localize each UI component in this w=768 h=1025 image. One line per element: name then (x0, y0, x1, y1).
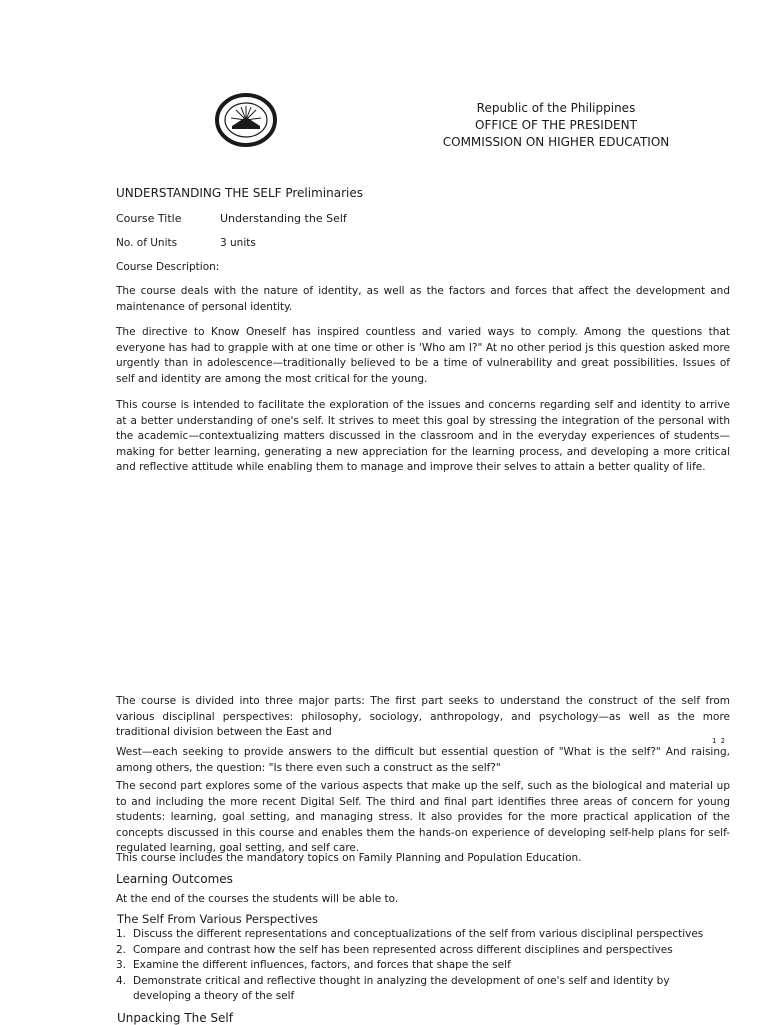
list-item (116, 974, 730, 1005)
description-paragraph-3: This course is intended to facilitate the exploration of the issues and concerns regarding self and identity to arrive at a better understanding of one's self. It strives to meet this goal by stressing the integration of the personal with the academic—contextualizing matters discussed in the classroom and in the everyday experiences of students—making for better learning, generating a new appreciation for the learning process, and developing a more critical and reflective attitude while enabling them to manage and improve their selves to attain a better quality of life. (116, 399, 730, 474)
list-item-number: 2. (116, 943, 127, 956)
list-item-number: 3. (116, 959, 127, 972)
page-number: 1 2 (712, 737, 727, 745)
section-unpacking-title: Unpacking The Self (117, 1011, 233, 1025)
course-title-label: Course Title (116, 212, 182, 225)
course-description-label: Course Description: (116, 261, 220, 273)
description-paragraph-2: The directive to Know Oneself has inspired countless and varied ways to comply. Among the questions that everyone has had to grapple with at one time or other is 'Who am I?" At no other period js this question asked more urgently than in adolescence—traditionally believed to be a time of vulnerability and great possibilities. Issues of self and identity are among the most critical for the young. (116, 326, 730, 385)
course-title-value: Understanding the Self (220, 212, 347, 225)
description-paragraph-7: This course includes the mandatory topics on Family Planning and Population Education. (116, 852, 582, 864)
units-row (116, 237, 730, 253)
header-office: OFFICE OF THE PRESIDENT (475, 118, 637, 132)
course-title-row (116, 212, 730, 228)
list-item-number: 1. (116, 928, 127, 940)
units-label: No. of Units (116, 237, 178, 249)
list-item-text: Demonstrate critical and reflective thought in analyzing the development of one's self and identity by developing a theory of the self (133, 974, 670, 1003)
description-paragraph-5: West—each seeking to provide answers to the difficult but essential question of "What is the self?" And raising, among others, the question: "Is there even such a construct as the self?" (116, 746, 730, 774)
list-item-number: 4. (116, 974, 127, 987)
list-item-text: Compare and contrast how the self has been represented across different disciplines and perspectives (133, 943, 673, 956)
list-item-text: Discuss the different representations and conceptualizations of the self from various disciplinal perspectives (133, 928, 704, 940)
list-item (116, 927, 730, 943)
document-title: UNDERSTANDING THE SELF Preliminaries (116, 186, 363, 200)
header-commission: COMMISSION ON HIGHER EDUCATION (442, 135, 670, 149)
list-item-text: Examine the different influences, factors, and forces that shape the self (133, 959, 511, 972)
learning-outcomes-heading: Learning Outcomes (116, 872, 233, 886)
ched-seal-icon (214, 93, 278, 147)
list-item (116, 958, 730, 974)
description-paragraph-4: The course is divided into three major parts: The first part seeks to understand the construct of the self from various disciplinal perspectives: philosophy, sociology, anthropology, and psychology—as well as the more traditional division between the East and (116, 695, 730, 739)
document-header (420, 100, 692, 151)
section-self-perspectives-title: The Self From Various Perspectives (117, 912, 318, 926)
description-paragraph-1: The course deals with the nature of identity, as well as the factors and forces that affect the development and maintenance of personal identity. (116, 285, 730, 313)
header-republic: Republic of the Philippines (476, 101, 636, 115)
description-paragraph-6: The second part explores some of the various aspects that make up the self, such as the biological and material up to and including the more recent Digital Self. The third and final part identifies three areas of concern for young students: learning, goal setting, and managing stress. It also provides for the more practical application of the concepts discussed in this course and enables them the hands-on experience of developing self-help plans for self-regulated learning, goal setting, and self care. (116, 780, 730, 855)
list-item (116, 943, 730, 959)
learning-outcomes-intro: At the end of the courses the students will be able to. (116, 893, 399, 905)
units-value: 3 units (220, 237, 256, 249)
learning-outcomes-list (116, 927, 730, 1005)
